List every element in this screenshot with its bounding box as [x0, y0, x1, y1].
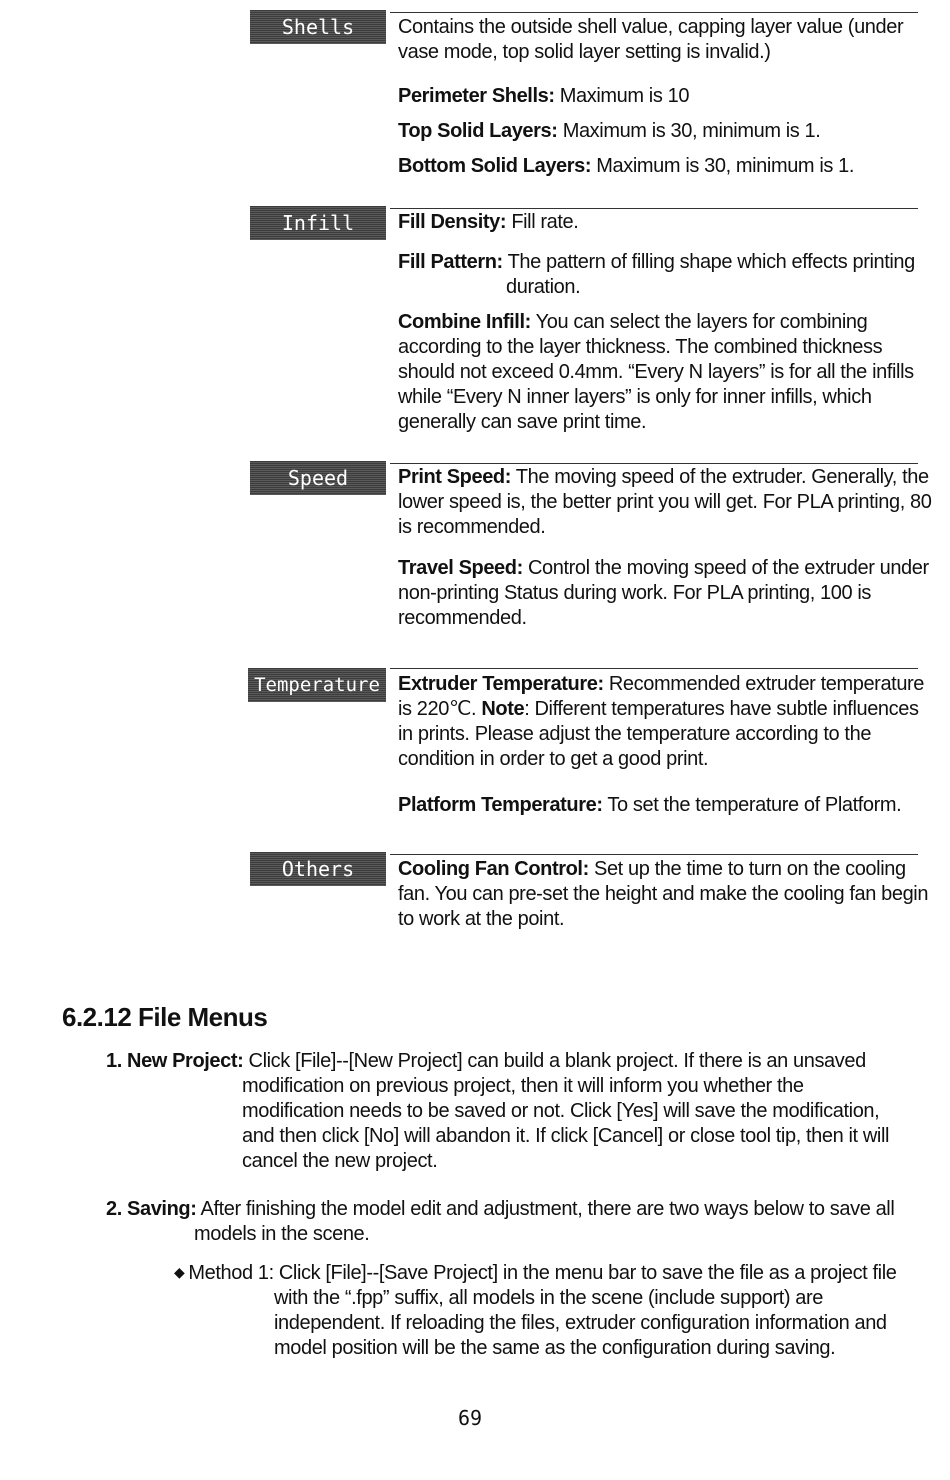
- travel-speed-item: [398, 556, 933, 631]
- shells-tab: Shells: [250, 10, 386, 44]
- fill-density-item: [398, 210, 933, 235]
- extruder-temperature-item: [398, 672, 933, 772]
- item-text: Maximum is 30, minimum is 1.: [591, 155, 855, 177]
- item-label: Extruder Temperature:: [398, 673, 604, 695]
- combine-infill-item: [398, 310, 933, 435]
- item-text: Recommended extruder temperature is 220℃.: [398, 673, 925, 720]
- page-number: 69: [457, 1406, 483, 1430]
- item-text: Maximum is 10: [554, 85, 690, 107]
- item-label: Cooling Fan Control:: [398, 858, 589, 880]
- item-text: Click [File]--[Save Project] in the menu bar to save the file as a project file: [273, 1262, 897, 1284]
- perimeter-shells-item: [398, 84, 933, 109]
- item-label: Bottom Solid Layers:: [398, 155, 592, 177]
- item-continuation: duration.: [506, 276, 581, 298]
- bottom-solid-layers-item: [398, 154, 933, 179]
- cooling-fan-item: [398, 857, 933, 932]
- item-label: Top Solid Layers:: [398, 120, 558, 142]
- item-text: Maximum is 30, minimum is 1.: [557, 120, 821, 142]
- item-continuation: with the “.fpp” suffix, all models in the scene (include support) are independent. If reloading the files, extruder configuration information and model position will be the same as the configuration during saving.: [274, 1287, 887, 1359]
- item-text: After finishing the model edit and adjustment, there are two ways below to save all: [196, 1198, 895, 1220]
- item-label: Perimeter Shells:: [398, 85, 555, 107]
- speed-rule: [390, 463, 918, 464]
- item-label: Method 1:: [188, 1262, 274, 1284]
- temperature-tab: Temperature: [248, 668, 386, 702]
- item-label: 1. New Project:: [106, 1050, 244, 1072]
- item-label: Platform Temperature:: [398, 794, 603, 816]
- top-solid-layers-item: [398, 119, 933, 144]
- shells-intro: Contains the outside shell value, capping layer value (under vase mode, top solid layer setting is invalid.): [398, 16, 904, 63]
- item-text: The moving speed of the extruder. Generally, the lower speed is, the better print you will get. For PLA printing, 80 is recommended.: [398, 466, 932, 538]
- temperature-rule: [390, 668, 918, 669]
- item-label: Fill Pattern:: [398, 251, 503, 273]
- item-continuation: models in the scene.: [194, 1223, 370, 1245]
- infill-rule: [390, 208, 918, 209]
- item-label: Print Speed:: [398, 466, 511, 488]
- note-label: Note: [481, 698, 525, 720]
- note-text: : Different temperatures have subtle influences in prints. Please adjust the temperature according to the condition in order to get a good print.: [398, 698, 919, 770]
- others-tab: Others: [250, 852, 386, 886]
- item-label: Combine Infill:: [398, 311, 531, 333]
- speed-tab: Speed: [250, 461, 386, 495]
- item-text: Set up the time to turn on the cooling fan. You can pre-set the height and make the cooling fan begin to work at the point.: [398, 858, 929, 930]
- item-text: You can select the layers for combining according to the layer thickness. The combined thickness should not exceed 0.4mm. “Every N layers” is for all the infills while “Every N inner layers” is only for inner infills, which generally can save print time.: [398, 311, 914, 433]
- item-text: Fill rate.: [506, 211, 579, 233]
- item-label: Travel Speed:: [398, 557, 523, 579]
- diamond-bullet-icon: ◆: [174, 1264, 185, 1280]
- item-text: Click [File]--[New Project] can build a blank project. If there is an unsaved: [243, 1050, 866, 1072]
- shells-rule: [390, 12, 918, 13]
- item-continuation: modification on previous project, then it will inform you whether the modification needs to be saved or not. Click [Yes] will save the modification, and then click [No] will abandon it. If click [Cancel] or close tool tip, then it will cancel the new project.: [242, 1075, 890, 1172]
- item-text: To set the temperature of Platform.: [602, 794, 902, 816]
- saving-paragraph: [106, 1197, 906, 1247]
- section-heading: 6.2.12 File Menus: [62, 1002, 268, 1032]
- item-text: The pattern of filling shape which effects printing: [502, 251, 915, 273]
- others-rule: [390, 854, 918, 855]
- method1-paragraph: [174, 1260, 914, 1361]
- item-label: Fill Density:: [398, 211, 507, 233]
- item-text: Control the moving speed of the extruder under non-printing Status during work. For PLA printing, 100 is recommended.: [398, 557, 929, 629]
- infill-tab: Infill: [250, 206, 386, 240]
- platform-temperature-item: [398, 793, 933, 818]
- item-label: 2. Saving:: [106, 1198, 197, 1220]
- new-project-paragraph: [106, 1049, 906, 1174]
- fill-pattern-item: [398, 250, 933, 300]
- print-speed-item: [398, 465, 933, 540]
